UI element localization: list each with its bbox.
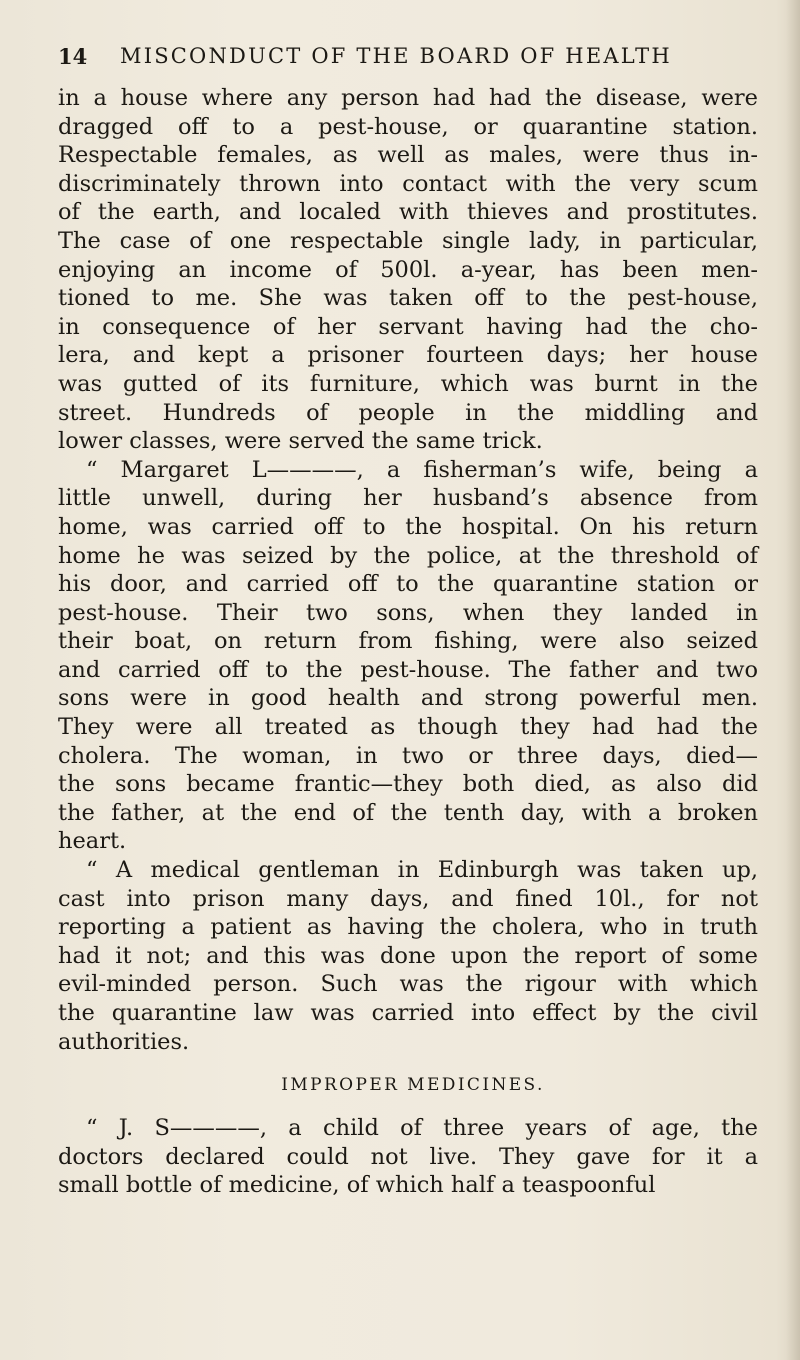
text-line: and carried off to the pest-house. The father and two [58, 656, 758, 683]
text-line: lera, and kept a prisoner fourteen days; her house [58, 342, 758, 369]
text-line: authorities. [58, 1028, 190, 1055]
text-line: home, was carried off to the hospital. On his return [58, 513, 758, 540]
text-line: sons were in good health and strong powerful men. [58, 685, 758, 712]
text-line: discriminately thrown into contact with the very scum [58, 170, 758, 197]
text-line: “ J. S————, a child of three years of age, the [86, 1115, 758, 1142]
text-line: the sons became frantic—they both died, as also did [58, 771, 758, 798]
text-line: heart. [58, 828, 127, 855]
text-line: in a house where any person had had the disease, were [58, 85, 758, 111]
text-line: enjoying an income of 500l. a-year, has been men- [58, 256, 758, 283]
text-line: home he was seized by the police, at the threshold of [58, 542, 758, 569]
section-gap [58, 1056, 758, 1070]
text-line: pest-house. Their two sons, when they landed in [58, 599, 758, 626]
text-line: reporting a patient as having the cholera, who in truth [58, 914, 758, 941]
running-title: MISCONDUCT OF THE BOARD OF HEALTH [120, 44, 672, 68]
page-edge-shadow [786, 0, 800, 1360]
text-line: in consequence of her servant having had the cho- [58, 313, 758, 340]
text-line: The case of one respectable single lady, in particular, [58, 227, 758, 254]
text-line: of the earth, and localed with thieves and prostitutes. [58, 199, 758, 226]
text-line: Respectable females, as well as males, were thus in- [58, 142, 758, 169]
text-line: small bottle of medicine, of which half a teaspoonful [58, 1172, 656, 1199]
text-line: had it not; and this was done upon the report of some [58, 942, 758, 969]
text-line: “ A medical gentleman in Edinburgh was taken up, [86, 857, 758, 884]
text-line: their boat, on return from fishing, were also seized [58, 628, 758, 655]
text-line: evil-minded person. Such was the rigour with which [58, 971, 758, 998]
text-line: the quarantine law was carried into effect by the civil [58, 1000, 758, 1026]
section-gap [58, 1100, 758, 1114]
text-line: was gutted of its furniture, which was burnt in the [58, 370, 758, 397]
section-heading: IMPROPER MEDICINES. [281, 1075, 545, 1096]
body-text [58, 84, 758, 1200]
text-line: cast into prison many days, and fined 10l., for not [58, 885, 758, 912]
text-line: doctors declared could not live. They gave for it a [58, 1143, 758, 1170]
text-line: the father, at the end of the tenth day, with a broken [58, 799, 758, 826]
text-line: his door, and carried off to the quarantine station or [58, 571, 758, 598]
text-line: tioned to me. She was taken off to the pest-house, [58, 285, 758, 312]
text-line: little unwell, during her husband’s absence from [58, 485, 758, 512]
page-header [58, 44, 758, 76]
page-number: 14 [58, 44, 88, 69]
text-line: “ Margaret L————, a fisherman’s wife, being a [86, 456, 758, 483]
text-line: cholera. The woman, in two or three days, died— [58, 742, 758, 769]
text-line: They were all treated as though they had had the [58, 714, 758, 741]
text-line: dragged off to a pest-house, or quarantine station. [58, 113, 758, 140]
text-line: lower classes, were served the same trick. [58, 428, 543, 455]
text-line: street. Hundreds of people in the middling and [58, 399, 758, 426]
